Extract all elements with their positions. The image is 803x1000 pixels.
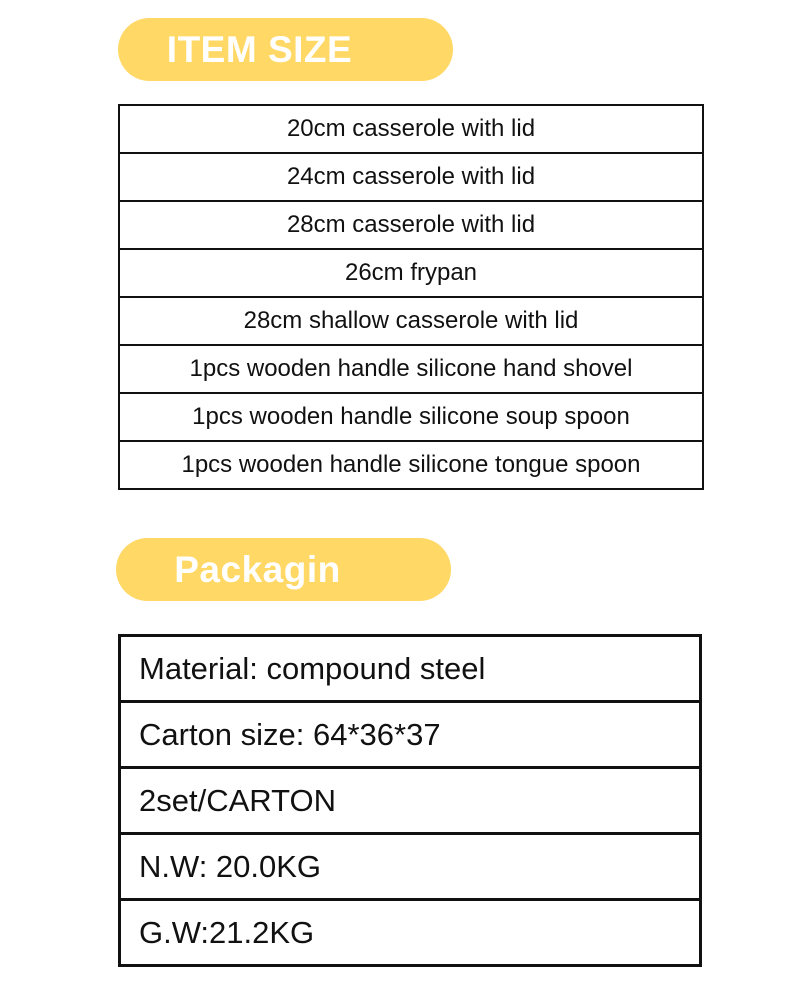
table-row	[120, 834, 701, 900]
item-cell: 1pcs wooden handle silicone tongue spoon	[119, 441, 703, 489]
item-size-heading-label: ITEM SIZE	[166, 28, 353, 70]
packaging-cell: G.W:21.2KG	[120, 900, 701, 966]
packaging-cell: 2set/CARTON	[120, 768, 701, 834]
item-cell: 1pcs wooden handle silicone hand shovel	[119, 345, 703, 393]
table-row	[119, 153, 703, 201]
packaging-cell: Material: compound steel	[120, 636, 701, 702]
table-row	[119, 345, 703, 393]
packaging-table	[118, 634, 702, 967]
table-row	[120, 702, 701, 768]
table-row	[120, 900, 701, 966]
item-size-heading	[118, 18, 453, 81]
packaging-cell: N.W: 20.0KG	[120, 834, 701, 900]
table-row	[119, 393, 703, 441]
table-row	[119, 441, 703, 489]
item-cell: 26cm frypan	[119, 249, 703, 297]
item-cell: 28cm shallow casserole with lid	[119, 297, 703, 345]
packaging-heading	[116, 538, 451, 601]
table-row	[119, 297, 703, 345]
item-cell: 28cm casserole with lid	[119, 201, 703, 249]
table-row	[120, 768, 701, 834]
item-cell: 24cm casserole with lid	[119, 153, 703, 201]
packaging-heading-label: Packagin	[174, 548, 341, 590]
table-row	[120, 636, 701, 702]
table-row	[119, 201, 703, 249]
table-row	[119, 105, 703, 153]
table-row	[119, 249, 703, 297]
item-size-table	[118, 104, 704, 490]
item-cell: 20cm casserole with lid	[119, 105, 703, 153]
item-cell: 1pcs wooden handle silicone soup spoon	[119, 393, 703, 441]
packaging-cell: Carton size: 64*36*37	[120, 702, 701, 768]
